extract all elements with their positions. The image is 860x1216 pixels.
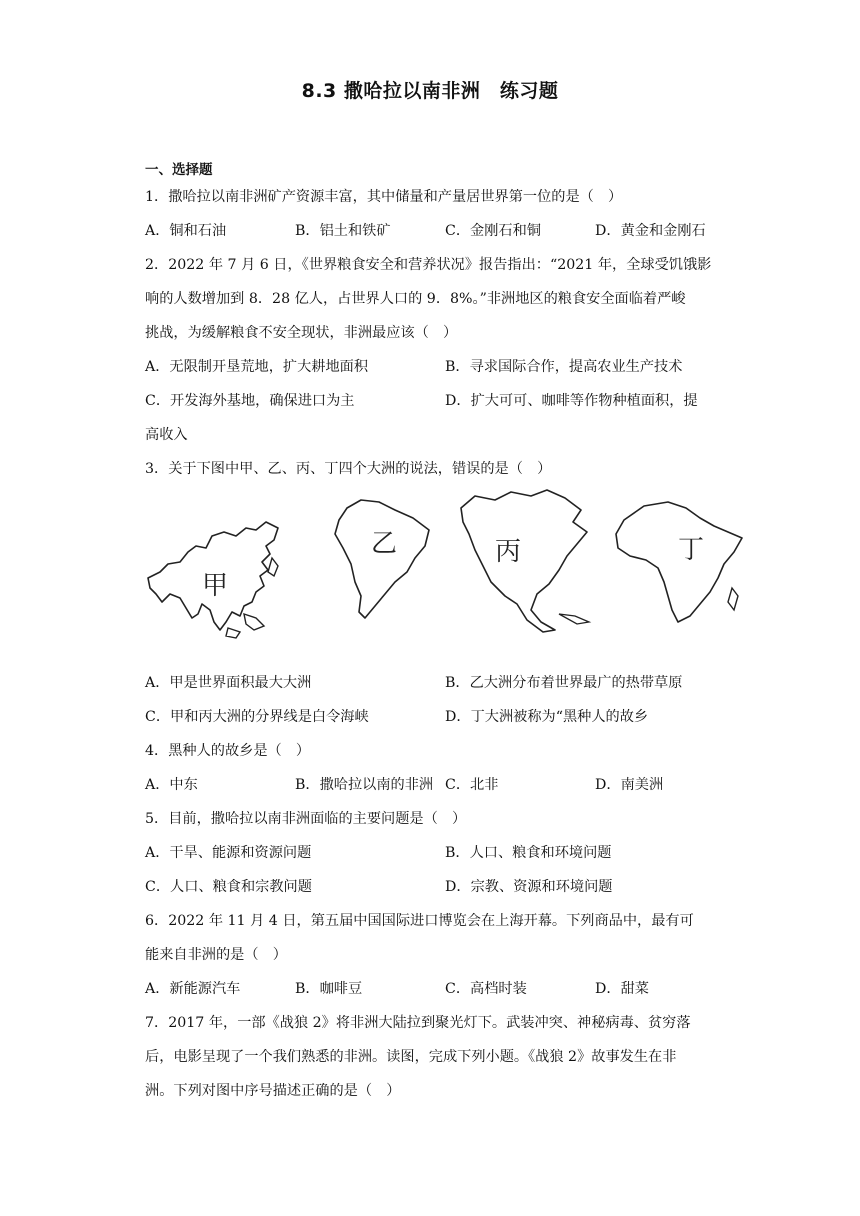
question-6-stem-line-2: 能来自非洲的是（ ） (145, 947, 287, 963)
q2-option-a: A．无限制开垦荒地，扩大耕地面积 (145, 359, 369, 375)
map-label-bing: 丙 (495, 537, 522, 567)
q4-option-a: A．中东 (145, 777, 198, 793)
q1-option-a: A．铜和石油 (145, 223, 227, 239)
map-label-yi: 乙 (371, 529, 398, 559)
q1-option-d: D．黄金和金刚石 (595, 223, 706, 239)
q6-option-c: C．高档时装 (445, 981, 527, 997)
q5-option-d: D．宗教、资源和环境问题 (445, 879, 613, 895)
question-3-stem: 3．关于下图中甲、乙、丙、丁四个大洲的说法，错误的是（ ） (145, 461, 552, 477)
q4-option-d: D．南美洲 (595, 777, 664, 793)
question-5-stem: 5．目前，撒哈拉以南非洲面临的主要问题是（ ） (145, 811, 467, 827)
map-label-ding: 丁 (678, 535, 705, 565)
q2-option-c: C．开发海外基地，确保进口为主 (145, 393, 355, 409)
page-title: 8.3 撒哈拉以南非洲 练习题 (301, 80, 559, 102)
question-7-stem-line-1: 7．2017 年，一部《战狼 2》将非洲大陆拉到聚光灯下。武装冲突、神秘病毒、贫穷落 (145, 1015, 691, 1031)
continent-maps-figure (140, 486, 750, 651)
q5-option-a: A．干旱、能源和资源问题 (145, 845, 312, 861)
q3-option-c: C．甲和丙大洲的分界线是白令海峡 (145, 709, 369, 725)
question-6-stem-line-1: 6．2022 年 11 月 4 日，第五届中国国际进口博览会在上海开幕。下列商品中，最有可 (145, 913, 694, 929)
q5-option-c: C．人口、粮食和宗教问题 (145, 879, 312, 895)
q6-option-d: D．甜菜 (595, 981, 649, 997)
q3-option-d: D．丁大洲被称为“黑种人的故乡 (445, 709, 649, 725)
q1-option-c: C．金刚石和铜 (445, 223, 541, 239)
south-america-map (325, 494, 440, 624)
q6-option-b: B．咖啡豆 (295, 981, 363, 997)
q3-option-b: B．乙大洲分布着世界最广的热带草原 (445, 675, 683, 691)
question-2-stem-line-1: 2．2022 年 7 月 6 日，《世界粮食安全和营养状况》报告指出：“2021 年，全球受饥饿影 (145, 257, 712, 273)
question-1-stem: 1．撒哈拉以南非洲矿产资源丰富，其中储量和产量居世界第一位的是（ ） (145, 189, 623, 205)
map-label-jia: 甲 (202, 571, 229, 601)
question-4-stem: 4．黑种人的故乡是（ ） (145, 743, 311, 759)
question-2-stem-line-3: 挑战，为缓解粮食不安全现状，非洲最应该（ ） (145, 325, 458, 341)
q4-option-c: C．北非 (445, 777, 499, 793)
q3-option-a: A．甲是世界面积最大大洲 (145, 675, 312, 691)
africa-map (610, 498, 750, 628)
question-7-stem-line-2: 后，电影呈现了一个我们熟悉的非洲。读图，完成下列小题。《战狼 2》故事发生在非 (145, 1049, 677, 1065)
north-america-map (455, 486, 605, 636)
question-2-stem-line-2: 响的人数增加到 8．28 亿人，占世界人口的 9．8%。”非洲地区的粮食安全面临着严峻 (145, 291, 686, 307)
q1-option-b: B．铝土和铁矿 (295, 223, 391, 239)
q4-option-b: B．撒哈拉以南的非洲 (295, 777, 434, 793)
section-heading: 一、选择题 (145, 162, 213, 178)
asia-map (140, 506, 285, 641)
q6-option-a: A．新能源汽车 (145, 981, 241, 997)
q5-option-b: B．人口、粮食和环境问题 (445, 845, 612, 861)
q2-option-d-wrap: 高收入 (145, 427, 188, 443)
q2-option-d: D．扩大可可、咖啡等作物种植面积，提 (445, 393, 698, 409)
question-7-stem-line-3: 洲。下列对图中序号描述正确的是（ ） (145, 1083, 401, 1099)
q2-option-b: B．寻求国际合作，提高农业生产技术 (445, 359, 683, 375)
